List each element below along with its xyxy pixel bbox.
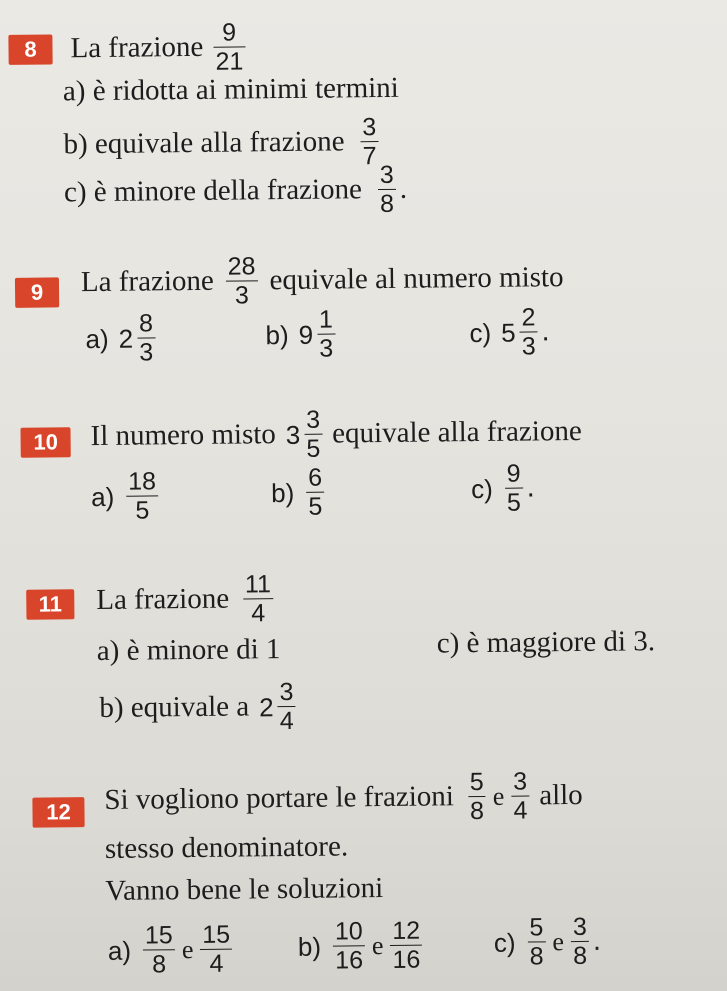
fraction-denominator: 3 <box>319 334 334 363</box>
question-9-number: 9 <box>15 277 59 307</box>
fraction-denominator: 3 <box>139 338 154 367</box>
fraction-numerator: 6 <box>307 463 323 492</box>
question-11-stem-text: La frazione <box>96 582 230 617</box>
question-11-option-b <box>99 679 300 737</box>
question-12-stem <box>104 768 583 829</box>
fraction-numerator: 28 <box>227 252 256 281</box>
question-10-stem-continuation: equivale alla frazione <box>332 415 582 450</box>
question-10-option-b <box>271 465 329 521</box>
option-b-text: b) equivale a <box>99 690 250 725</box>
question-8-number: 8 <box>8 34 52 64</box>
fraction-numerator: 9 <box>506 459 521 488</box>
period: . <box>526 471 535 504</box>
question-10-mixed-fraction <box>304 407 322 463</box>
fraction-numerator: 15 <box>202 920 231 949</box>
option-b-mixed-fraction <box>277 679 295 735</box>
question-8-option-c <box>64 162 408 221</box>
question-11-fraction <box>243 571 274 627</box>
fraction-denominator: 8 <box>152 950 167 979</box>
fraction-denominator: 8 <box>573 942 588 971</box>
question-11-stem <box>96 571 277 628</box>
question-12-number: 12 <box>32 797 84 828</box>
question-9-stem-text: La frazione <box>80 265 214 299</box>
question-11-number: 11 <box>26 589 74 620</box>
fraction-denominator: 8 <box>469 797 485 826</box>
question-12-line-3-text: Vanno bene le soluzioni <box>105 872 384 907</box>
fraction-denominator: 5 <box>308 492 323 522</box>
option-label: c) <box>493 927 516 958</box>
fraction-denominator: 8 <box>379 190 395 219</box>
mixed-whole: 9 <box>298 319 314 350</box>
question-12-fraction-1 <box>468 769 486 825</box>
fraction-denominator: 4 <box>209 949 224 979</box>
question-12-line-3 <box>105 874 383 906</box>
question-9-stem-continuation: equivale al numero misto <box>269 261 564 297</box>
option-label: b) <box>271 477 295 508</box>
fraction-numerator: 5 <box>469 767 484 797</box>
option-a-text: a) è ridotta ai minimi termini <box>62 71 399 108</box>
option-label: b) <box>265 319 289 350</box>
fraction-denominator: 4 <box>279 707 294 736</box>
option-b-text: b) equivale alla frazione <box>63 125 345 161</box>
fraction-numerator: 12 <box>392 916 421 945</box>
question-9-option-b <box>265 306 339 362</box>
mixed-fraction <box>519 304 537 360</box>
mixed-whole: 5 <box>501 317 516 348</box>
option-fraction-2 <box>200 922 232 978</box>
option-fraction-1 <box>143 922 175 978</box>
question-12-option-c <box>494 914 602 971</box>
question-10-stem <box>90 404 582 465</box>
option-fraction <box>126 468 158 524</box>
fraction-denominator: 21 <box>215 47 244 76</box>
mixed-whole: 3 <box>285 419 301 450</box>
fraction-denominator: 5 <box>135 496 150 525</box>
question-11-option-c <box>437 627 656 658</box>
fraction-denominator: 16 <box>335 946 364 975</box>
question-9-option-a <box>85 310 159 366</box>
fraction-numerator: 3 <box>379 160 394 190</box>
option-fraction-1 <box>527 914 545 970</box>
fraction-denominator: 5 <box>306 434 321 464</box>
fraction-numerator: 3 <box>513 767 528 796</box>
fraction-numerator: 3 <box>279 677 294 707</box>
period: . <box>592 925 602 958</box>
question-12-stem-text: Si vogliono portare le frazioni <box>104 780 455 817</box>
period: . <box>541 315 550 348</box>
question-8-stem-text: La frazione <box>70 31 204 65</box>
fraction-denominator: 4 <box>513 796 528 825</box>
fraction-numerator: 3 <box>572 912 587 942</box>
option-label: a) <box>85 323 109 354</box>
question-8-option-a <box>62 71 399 108</box>
mixed-whole: 2 <box>118 323 134 354</box>
question-9-stem <box>81 250 564 311</box>
option-fraction <box>306 465 324 521</box>
question-12-stem-continuation: allo <box>539 779 583 812</box>
option-fraction-2 <box>390 918 422 974</box>
question-9-fraction <box>225 253 257 309</box>
fraction-numerator: 3 <box>362 113 377 142</box>
question-9-option-c <box>469 304 550 360</box>
mixed-fraction <box>137 310 155 366</box>
conjunction: e <box>181 934 194 964</box>
question-10-stem-text: Il numero misto <box>90 418 276 453</box>
option-label: c) <box>470 473 493 504</box>
option-fraction-2 <box>571 914 589 970</box>
option-c-fraction <box>378 162 396 218</box>
question-10-number: 10 <box>20 427 70 458</box>
option-c-text: c) è maggiore di 3. <box>436 625 656 660</box>
option-fraction <box>505 461 523 517</box>
fraction-numerator: 1 <box>318 305 334 334</box>
question-12-fraction-2 <box>511 769 529 825</box>
question-12-line-2-text: stesso denominatore. <box>104 830 349 865</box>
conjunction: e <box>552 926 565 957</box>
mixed-whole: 2 <box>259 691 274 723</box>
fraction-denominator: 3 <box>521 332 536 361</box>
question-8-stem <box>70 19 249 76</box>
question-11-option-a <box>97 635 281 666</box>
question-10-option-a <box>91 468 163 524</box>
fraction-numerator: 5 <box>529 913 544 942</box>
fraction-numerator: 2 <box>521 303 536 332</box>
option-a-text: a) è minore di 1 <box>96 633 281 668</box>
option-label: c) <box>469 317 492 348</box>
conjunction: e <box>492 781 505 811</box>
question-12-option-a <box>108 922 237 979</box>
fraction-denominator: 5 <box>506 488 522 517</box>
fraction-denominator: 7 <box>362 142 377 171</box>
fraction-numerator: 15 <box>144 921 173 950</box>
fraction-numerator: 3 <box>306 405 321 434</box>
question-8-fraction <box>213 19 245 75</box>
fraction-numerator: 11 <box>244 570 272 599</box>
fraction-denominator: 3 <box>234 281 249 310</box>
period: . <box>399 172 408 206</box>
option-label: a) <box>107 935 132 966</box>
option-c-text: c) è minore della frazione <box>63 173 363 209</box>
fraction-denominator: 8 <box>529 942 544 971</box>
fraction-numerator: 8 <box>138 309 154 338</box>
fraction-numerator: 18 <box>128 467 157 496</box>
fraction-numerator: 10 <box>334 917 363 946</box>
fraction-denominator: 4 <box>251 599 266 628</box>
fraction-numerator: 9 <box>221 18 237 47</box>
conjunction: e <box>371 930 384 960</box>
option-fraction-1 <box>333 918 365 974</box>
question-10-option-c <box>471 460 535 516</box>
question-12-option-b <box>298 918 427 975</box>
fraction-denominator: 16 <box>392 945 421 975</box>
option-label: b) <box>297 931 322 962</box>
question-12-line-2 <box>105 832 349 864</box>
option-label: a) <box>91 481 115 512</box>
mixed-fraction <box>317 307 335 363</box>
